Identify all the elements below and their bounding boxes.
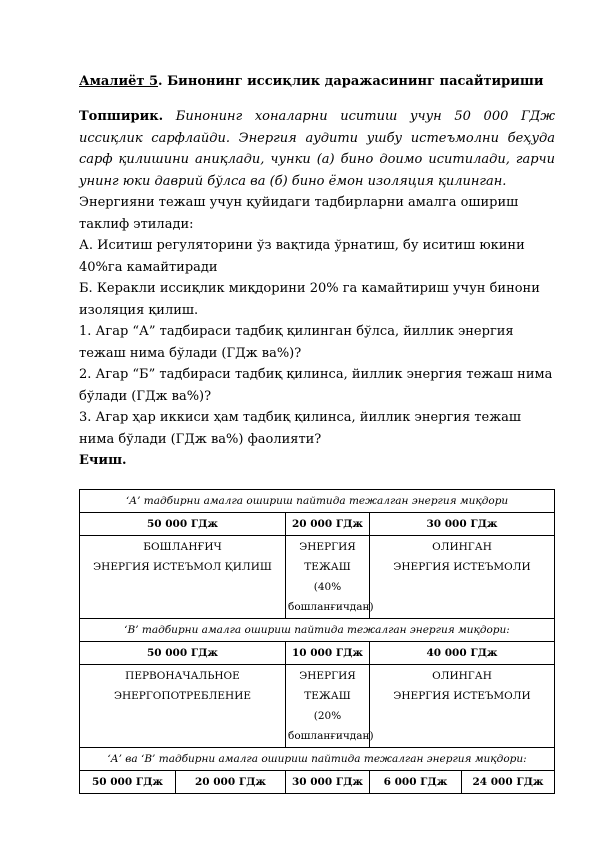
task-text: Бинонинг хоналарни иситиш учун 50 000 ГДж иссиқлик сарфлайди. Энергия аудити ушбу истеъмолни беҳуда сарф қилишини аниқлади, чунки (а) бино доимо иситилади, гарчи унинг юки даврий бўлса ва (б) бино ёмон изоляция қилинган. [79, 109, 555, 189]
section-a-value-3: 30 000 ГДж [370, 513, 555, 536]
section-b-value-1: 50 000 ГДж [80, 642, 286, 665]
cell-line: ОЛИНГАН [432, 670, 492, 682]
section-b-value-2: 10 000 ГДж [286, 642, 370, 665]
section-b-desc-1 [80, 665, 286, 748]
section-a-desc-2 [286, 536, 374, 619]
task-label: Топширик. [79, 109, 164, 124]
cell-line: (20% [313, 710, 342, 722]
section-ab-value-3: 30 000 ГДж [286, 771, 370, 794]
document-body [79, 58, 555, 472]
section-a-desc-1 [80, 536, 286, 619]
section-a-value-1: 50 000 ГДж [80, 513, 286, 536]
table-row [80, 619, 555, 642]
section-ab-value-2: 20 000 ГДж [176, 771, 286, 794]
section-b-heading: ‘В’ тадбирни амалга ошириш пайтида тежалган энергия миқдори: [80, 619, 555, 642]
section-a-heading: ‘А’ тадбирни амалга ошириш пайтида тежалган энергия миқдори [80, 490, 555, 513]
question-2: 2. Агар “Б” тадбираси тадбиқ қилинса, йиллик энергия тежаш нима бўлади (ГДж ва%)? [79, 367, 553, 404]
paragraph-measure-b: Б. Керакли иссиқлик миқдорини 20% га камайтириш учун бинони изоляция қилиш. [79, 281, 540, 318]
section-ab-value-4: 6 000 ГДж [370, 771, 462, 794]
section-b-desc-2 [286, 665, 374, 748]
cell-line: ЭНЕРГИЯ [299, 541, 356, 553]
table-row [80, 642, 555, 665]
task-paragraph [79, 106, 555, 192]
section-a-value-2: 20 000 ГДж [286, 513, 370, 536]
section-b-value-3: 40 000 ГДж [370, 642, 555, 665]
cell-line: (40% [313, 581, 342, 593]
cell-line: ЭНЕРГИЯ ИСТЕЪМОЛИ [393, 561, 531, 573]
table-row [80, 748, 555, 771]
solution-label: Ечиш. [79, 453, 127, 468]
cell-line: ПЕРВОНАЧАЛЬНОЕ [125, 670, 240, 682]
section-ab-heading: ‘А’ ва ‘В’ тадбирни амалга ошириш пайтида тежалган энергия миқдори: [80, 748, 555, 771]
question-1: 1. Агар “А” тадбираси тадбиқ қилинган бўлса, йиллик энергия тежаш нима бўлади (ГДж ва%)? [79, 324, 514, 361]
table-row [80, 490, 555, 513]
cell-line: БОШЛАНҒИЧ [143, 541, 222, 553]
section-ab-value-5: 24 000 ГДж [462, 771, 555, 794]
question-3: 3. Агар ҳар иккиси ҳам тадбиқ қилинса, йиллик энергия тежаш нима бўлади (ГДж ва%) фаолияти? [79, 410, 522, 447]
cell-line: ЭНЕРГОПОТРЕБЛЕНИЕ [113, 690, 252, 702]
cell-line: ТЕЖАШ [304, 690, 351, 702]
title-rest: . Бинонинг иссиқлик даражасининг пасайтириши [158, 74, 544, 89]
section-b-desc-3 [370, 665, 555, 748]
cell-line: ОЛИНГАН [432, 541, 492, 553]
page-title [79, 71, 555, 93]
section-a-desc-3 [370, 536, 555, 619]
paragraph-measure-a: А. Иситиш регуляторини ўз вақтида ўрнатиш, бу иситиш юкини 40%га камайтиради [79, 238, 525, 275]
savings-table [79, 489, 555, 794]
title-prefix: Амалиёт 5 [79, 74, 159, 89]
paragraph-intro: Энергияни тежаш учун қуйидаги тадбирларни амалга ошириш таклиф этилади: [79, 195, 519, 232]
section-ab-value-1: 50 000 ГДж [80, 771, 176, 794]
cell-line: бошланғичдан) [288, 601, 374, 613]
table-row [80, 513, 555, 536]
cell-line: ТЕЖАШ [304, 561, 351, 573]
cell-line: ЭНЕРГИЯ ИСТЕЪМОЛИ [393, 690, 531, 702]
table-row [80, 771, 555, 794]
cell-line: ЭНЕРГИЯ ИСТЕЪМОЛ ҚИЛИШ [93, 561, 272, 573]
cell-line: ЭНЕРГИЯ [299, 670, 356, 682]
table-row [80, 665, 555, 748]
cell-line: бошланғичдан) [288, 730, 374, 742]
table-row [80, 536, 555, 619]
